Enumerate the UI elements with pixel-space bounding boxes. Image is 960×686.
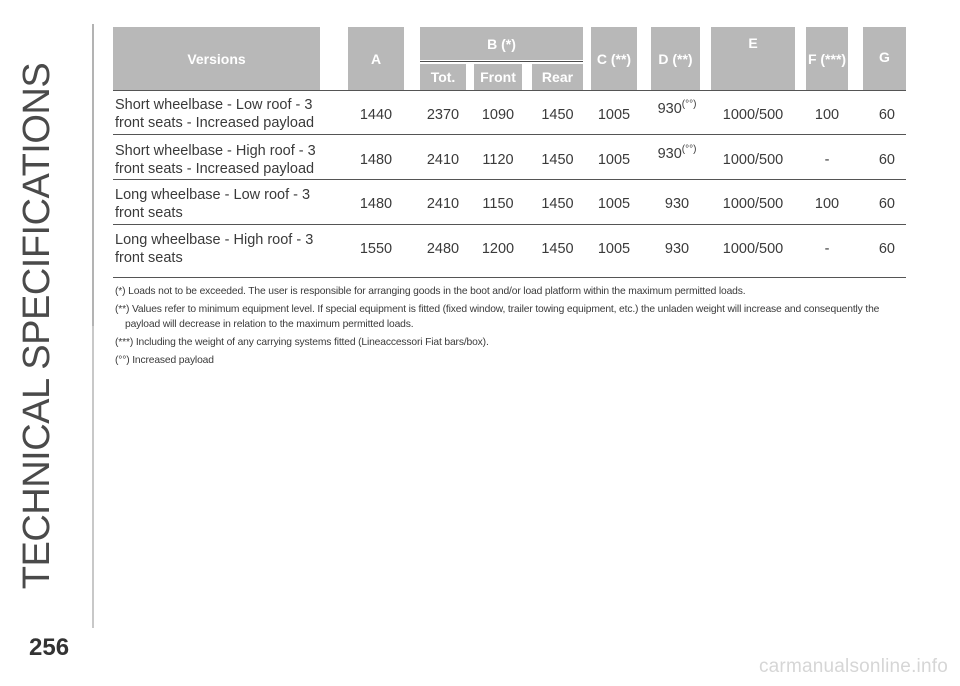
cell-d xyxy=(651,96,703,118)
cell-b-tot: 2410 xyxy=(426,196,460,212)
cell-f: - xyxy=(824,152,830,168)
footnote: (***) Including the weight of any carrying systems fitted (Lineaccessori Fiat bars/box). xyxy=(115,337,489,348)
cell-a: 1480 xyxy=(359,196,393,212)
cell-b-front: 1120 xyxy=(482,152,514,168)
cell-b-rear: 1450 xyxy=(541,152,574,168)
version-line: Long wheelbase - Low roof - 3 xyxy=(115,187,311,203)
cell-d-note: (°°) xyxy=(681,99,697,110)
cell-f: 100 xyxy=(814,107,840,123)
footnote: (*) Loads not to be exceeded. The user is responsible for arranging goods in the boot and/or load platform within the maximum permitted loads. xyxy=(115,286,746,297)
cell-b-rear: 1450 xyxy=(541,241,574,257)
section-rule xyxy=(92,326,94,628)
cell-d-value: 930 xyxy=(657,100,682,117)
header-c: C (**) xyxy=(591,27,637,90)
cell-g: 60 xyxy=(878,107,895,123)
header-b-tot: Tot. xyxy=(420,64,466,90)
version-line: front seats xyxy=(115,250,183,266)
cell-a: 1480 xyxy=(359,152,393,168)
cell-f: - xyxy=(824,241,830,257)
header-b-divider xyxy=(420,61,583,62)
footnote: (**) Values refer to minimum equipment level. If special equipment is fitted (fixed window, trailer towing equipment, etc.) the unladen weight will increase and consequently the payload will decrease in relation to the maximum permitted loads. xyxy=(115,304,880,330)
cell-a: 1440 xyxy=(359,107,393,123)
header-b-rear: Rear xyxy=(532,64,583,90)
version-line: Short wheelbase - High roof - 3 xyxy=(115,143,316,159)
version-line: Short wheelbase - Low roof - 3 xyxy=(115,97,313,113)
footnotes xyxy=(115,284,910,371)
cell-d-note: (°°) xyxy=(681,144,697,155)
cell-f: 100 xyxy=(814,196,840,212)
cell-d-value: 930 xyxy=(664,196,690,212)
header-a: A xyxy=(348,27,404,90)
watermark: carmanualsonline.info xyxy=(758,656,948,677)
cell-d-value: 930 xyxy=(657,145,682,162)
header-f: F (***) xyxy=(806,27,848,90)
cell-c: 1005 xyxy=(597,107,631,123)
version-line: Long wheelbase - High roof - 3 xyxy=(115,232,314,248)
version-line: front seats xyxy=(115,205,183,221)
cell-g: 60 xyxy=(878,241,895,257)
row-rule xyxy=(113,224,906,225)
cell-b-front: 1150 xyxy=(482,196,514,212)
cell-e: 1000/500 xyxy=(722,152,784,168)
cell-g: 60 xyxy=(878,152,895,168)
header-b: B (*) xyxy=(420,27,583,60)
cell-e: 1000/500 xyxy=(722,107,784,123)
cell-d-value: 930 xyxy=(664,241,690,257)
cell-c: 1005 xyxy=(597,241,631,257)
cell-c: 1005 xyxy=(597,196,631,212)
cell-e: 1000/500 xyxy=(722,241,784,257)
section-title: TECHNICAL SPECIFICATIONS xyxy=(16,62,58,590)
cell-b-front: 1200 xyxy=(481,241,515,257)
cell-d xyxy=(651,141,703,163)
version-line: front seats - Increased payload xyxy=(115,161,315,177)
cell-d xyxy=(651,240,703,258)
section-rule xyxy=(92,24,94,326)
header-versions: Versions xyxy=(113,27,320,90)
header-e: E xyxy=(711,27,795,90)
cell-b-rear: 1450 xyxy=(541,107,574,123)
cell-c: 1005 xyxy=(597,152,631,168)
cell-b-tot: 2410 xyxy=(426,152,460,168)
cell-g: 60 xyxy=(878,196,895,212)
footnote: (°°) Increased payload xyxy=(115,355,214,366)
cell-a: 1550 xyxy=(359,241,393,257)
version-line: front seats - Increased payload xyxy=(115,115,315,131)
cell-b-rear: 1450 xyxy=(541,196,574,212)
version-cell xyxy=(115,231,335,267)
cell-b-tot: 2370 xyxy=(426,107,460,123)
version-cell xyxy=(115,142,335,178)
version-cell xyxy=(115,186,335,222)
header-b-front: Front xyxy=(474,64,522,90)
cell-e: 1000/500 xyxy=(722,196,784,212)
row-rule xyxy=(113,179,906,180)
header-d: D (**) xyxy=(651,27,700,90)
cell-b-front: 1090 xyxy=(481,107,515,123)
row-rule xyxy=(113,134,906,135)
cell-b-tot: 2480 xyxy=(426,241,460,257)
table-bottom-rule xyxy=(113,277,906,278)
cell-d xyxy=(651,195,703,213)
page-number: 256 xyxy=(29,634,70,661)
version-cell xyxy=(115,96,335,132)
header-g: G xyxy=(863,27,906,90)
table-header-rule xyxy=(113,90,906,91)
